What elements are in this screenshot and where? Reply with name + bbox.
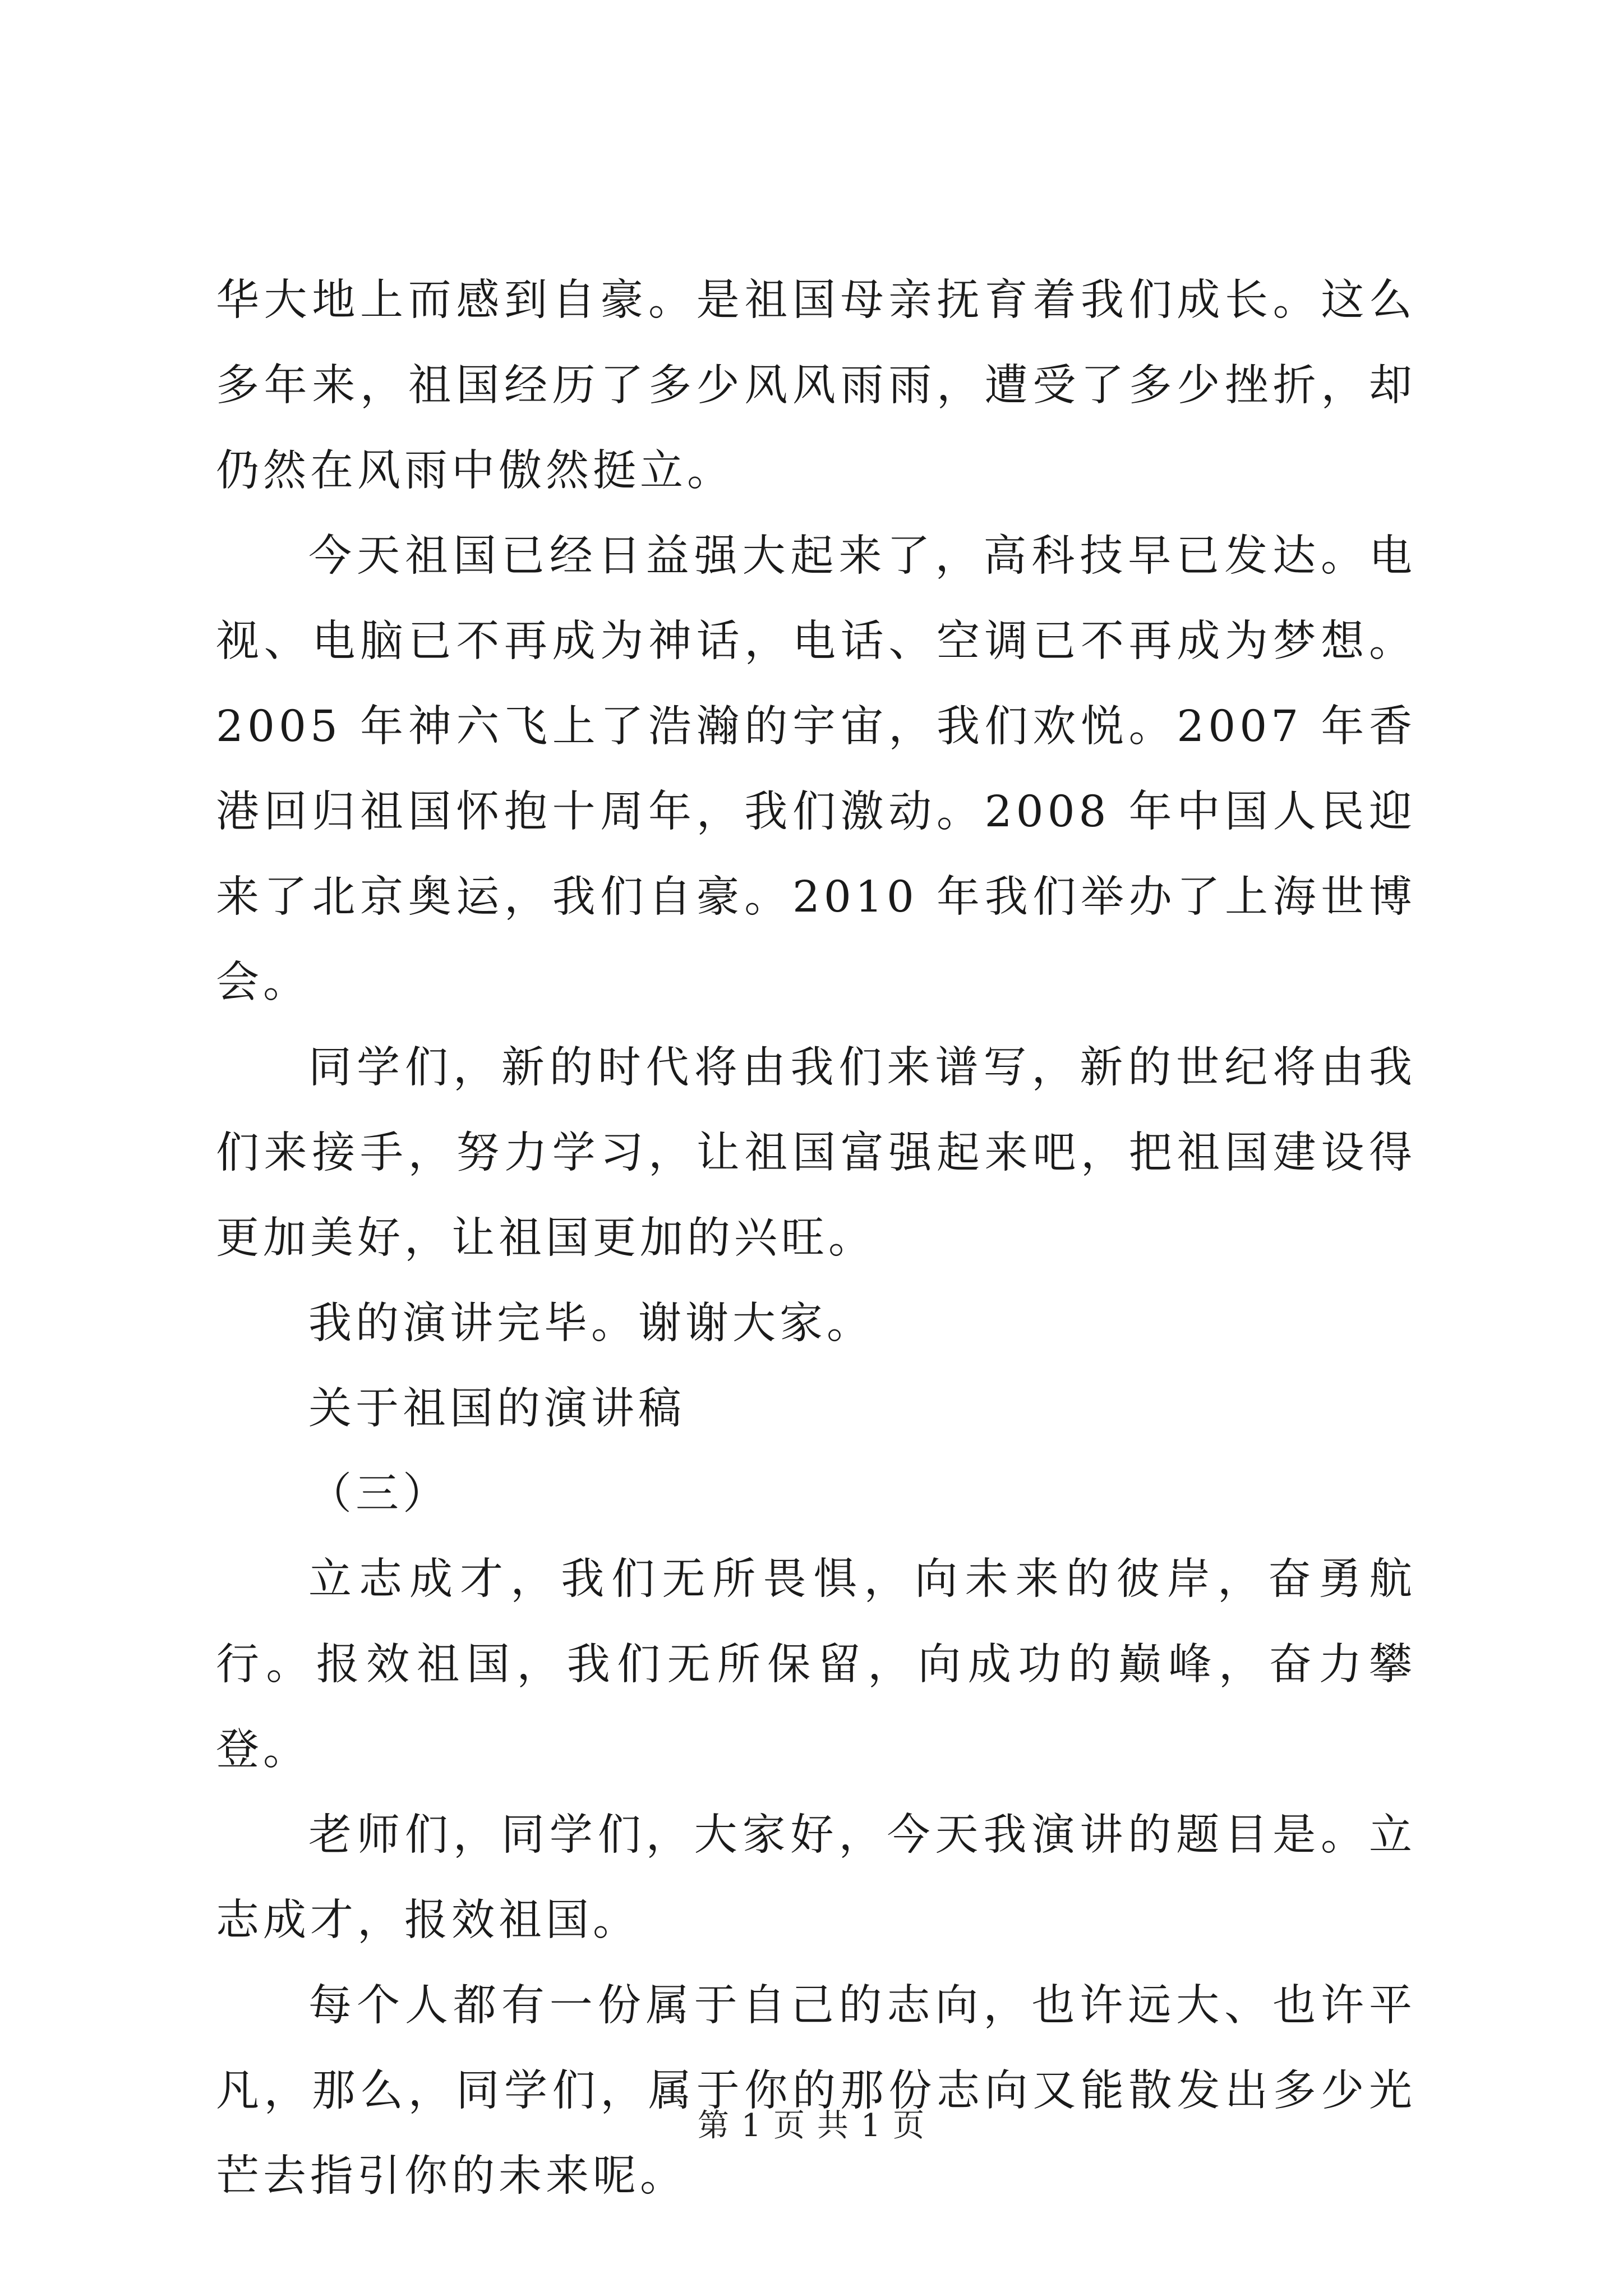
paragraph: 立志成才，我们无所畏惧，向未来的彼岸，奋勇航行。报效祖国，我们无所保留，向成功的巅峰，奋力攀登。 [216, 1554, 1416, 1775]
paragraph: 每个人都有一份属于自己的志向，也许远大、也许平凡，那么，同学们，属于你的那份志向又能散发出多少光芒去指引你的未来呢。 [216, 1981, 1416, 2201]
closing-line: 我的演讲完毕。谢谢大家。 [308, 1299, 874, 1349]
paragraph: 今天祖国已经日益强大起来了，高科技早已发达。电视、电脑已不再成为神话，电话、空调已不再成为梦想。2005 年神六飞上了浩瀚的宇宙，我们欢悦。2007 年香港回归祖国怀抱十周年，我们激动。2008 年中国人民迎来了北京奥运，我们自豪。2010 年我们举办了上海世博会。 [216, 531, 1416, 1007]
paragraph: 老师们，同学们，大家好，今天我演讲的题目是。立志成才，报效祖国。 [216, 1810, 1416, 1945]
section-number: （三） [308, 1469, 450, 1519]
paragraph: 同学们，新的时代将由我们来谱写，新的世纪将由我们来接手，努力学习，让祖国富强起来吧，把祖国建设得更加美好，让祖国更加的兴旺。 [216, 1043, 1416, 1263]
document-body [216, 258, 1416, 2219]
paragraph: 华大地上而感到自豪。是祖国母亲抚育着我们成长。这么多年来，祖国经历了多少风风雨雨，遭受了多少挫折，却仍然在风雨中傲然挺立。 [216, 275, 1416, 496]
page-footer: 第 1 页 共 1 页 [697, 2108, 926, 2144]
speech-title: 关于祖国的演讲稿 [308, 1384, 685, 1434]
